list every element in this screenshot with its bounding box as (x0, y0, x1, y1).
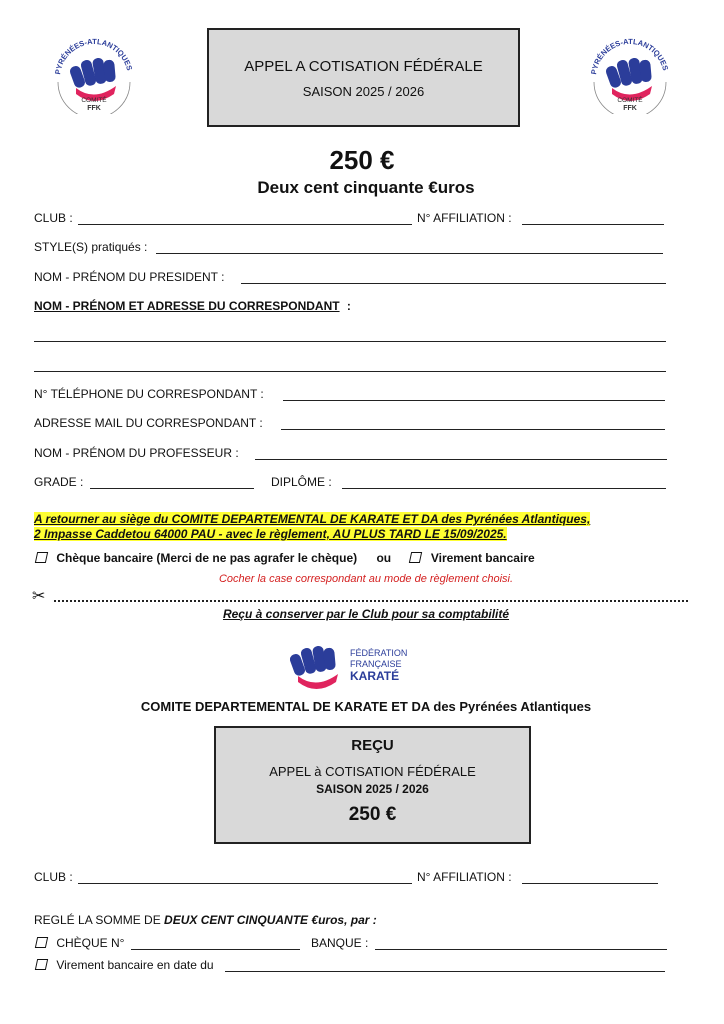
diploma-field[interactable] (342, 488, 666, 489)
amount-words: Deux cent cinquante €uros (257, 178, 475, 197)
return-notice-line2: 2 Impasse Caddetou 64000 PAU - avec le règlement, AU PLUS TARD LE 15/09/2025. (34, 527, 507, 541)
return-notice-line1: A retourner au siège du COMITE DEPARTEMENTAL DE KARATE ET DA des Pyrénées Atlantiques, (34, 512, 591, 526)
correspondant-address-line-2[interactable] (34, 371, 666, 372)
receipt-note: Reçu à conserver par le Club pour sa comptabilité (222, 607, 510, 621)
correspondant-label-text: NOM - PRÉNOM ET ADRESSE DU CORRESPONDANT (34, 299, 340, 313)
cheque-option-label: Chèque bancaire (Merci de ne pas agrafer le chèque) (56, 551, 358, 565)
grade-field[interactable] (90, 488, 254, 489)
receipt-affiliation-label: N° AFFILIATION : (417, 870, 512, 884)
styles-label: STYLE(S) pratiqués : (34, 240, 148, 254)
committee-title: COMITE DEPARTEMENTAL DE KARATE ET DA des Pyrénées Atlantiques (140, 699, 592, 714)
svg-text:KARATÉ: KARATÉ (350, 669, 400, 683)
cut-line (54, 600, 688, 602)
president-field[interactable] (241, 283, 666, 284)
scissors-icon: ✂ (32, 586, 46, 605)
affiliation-label: N° AFFILIATION : (417, 211, 512, 225)
affiliation-field[interactable] (522, 224, 664, 225)
president-label: NOM - PRÉNOM DU PRESIDENT : (34, 270, 225, 284)
email-label: ADRESSE MAIL DU CORRESPONDANT : (34, 416, 263, 430)
svg-text:FRANÇAISE: FRANÇAISE (350, 659, 402, 669)
svg-text:COMITÉ: COMITÉ (617, 97, 643, 104)
receipt-transfer-row (36, 958, 214, 972)
receipt-affiliation-field[interactable] (522, 883, 658, 884)
correspondant-label-colon: : (346, 299, 351, 313)
grade-label: GRADE : (34, 475, 84, 489)
receipt-bank-field[interactable] (375, 949, 667, 950)
phone-field[interactable] (283, 400, 665, 401)
receipt-transfer-label: Virement bancaire en date du (56, 958, 214, 972)
svg-text:FFK: FFK (623, 105, 637, 112)
receipt-line1: APPEL à COTISATION FÉDÉRALE (269, 764, 476, 779)
svg-text:PYRÉNÉES-ATLANTIQUES: PYRÉNÉES-ATLANTIQUES (589, 36, 671, 76)
professor-field[interactable] (255, 459, 667, 460)
professor-label: NOM - PRÉNOM DU PROFESSEUR : (34, 446, 239, 460)
return-notice (34, 512, 590, 542)
transfer-checkbox[interactable] (409, 552, 422, 563)
correspondant-address-line-1[interactable] (34, 341, 666, 342)
payment-hint: Cocher la case correspondant au mode de règlement choisi. (218, 573, 514, 585)
diploma-label: DIPLÔME : (271, 475, 332, 489)
receipt-title: REÇU (351, 737, 394, 754)
svg-text:FFK: FFK (87, 105, 101, 112)
correspondant-label (34, 299, 351, 313)
club-field[interactable] (78, 224, 412, 225)
receipt-paid-prefix: REGLÉ LA SOMME DE (34, 913, 161, 927)
payment-choice-row (36, 551, 535, 565)
header-title-line2: SAISON 2025 / 2026 (302, 84, 425, 99)
ffk-logo (290, 640, 430, 692)
receipt-paid-suffix: €uros, par : (311, 913, 377, 927)
email-field[interactable] (281, 429, 665, 430)
receipt-cheque-row (36, 936, 124, 950)
receipt-club-label: CLUB : (34, 870, 73, 884)
receipt-transfer-checkbox[interactable] (35, 959, 48, 970)
receipt-bank-label: BANQUE : (311, 936, 369, 950)
styles-field[interactable] (156, 253, 663, 254)
svg-text:FÉDÉRATION: FÉDÉRATION (350, 648, 408, 658)
comite-logo-left (48, 32, 140, 114)
receipt-box (214, 726, 531, 844)
receipt-transfer-date-field[interactable] (225, 971, 665, 972)
svg-text:COMITÉ: COMITÉ (81, 97, 107, 104)
receipt-cheque-field[interactable] (131, 949, 300, 950)
receipt-paid-amount: DEUX CENT CINQUANTE (164, 913, 309, 927)
or-label: ou (376, 551, 392, 565)
header-title-box (207, 28, 520, 127)
receipt-cheque-label: CHÈQUE N° (56, 936, 125, 950)
receipt-cheque-checkbox[interactable] (35, 937, 48, 948)
receipt-line2: SAISON 2025 / 2026 (316, 782, 429, 796)
svg-text:PYRÉNÉES-ATLANTIQUES: PYRÉNÉES-ATLANTIQUES (53, 36, 135, 76)
phone-label: N° TÉLÉPHONE DU CORRESPONDANT : (34, 387, 264, 401)
header-title-line1: APPEL A COTISATION FÉDÉRALE (244, 58, 483, 75)
transfer-option-label: Virement bancaire (430, 551, 535, 565)
cheque-checkbox[interactable] (35, 552, 48, 563)
club-label: CLUB : (34, 211, 73, 225)
receipt-club-field[interactable] (78, 883, 412, 884)
amount-value: 250 € (329, 145, 395, 175)
receipt-paid-line (34, 913, 377, 927)
receipt-amount: 250 € (348, 804, 397, 825)
comite-logo-right (584, 32, 676, 114)
